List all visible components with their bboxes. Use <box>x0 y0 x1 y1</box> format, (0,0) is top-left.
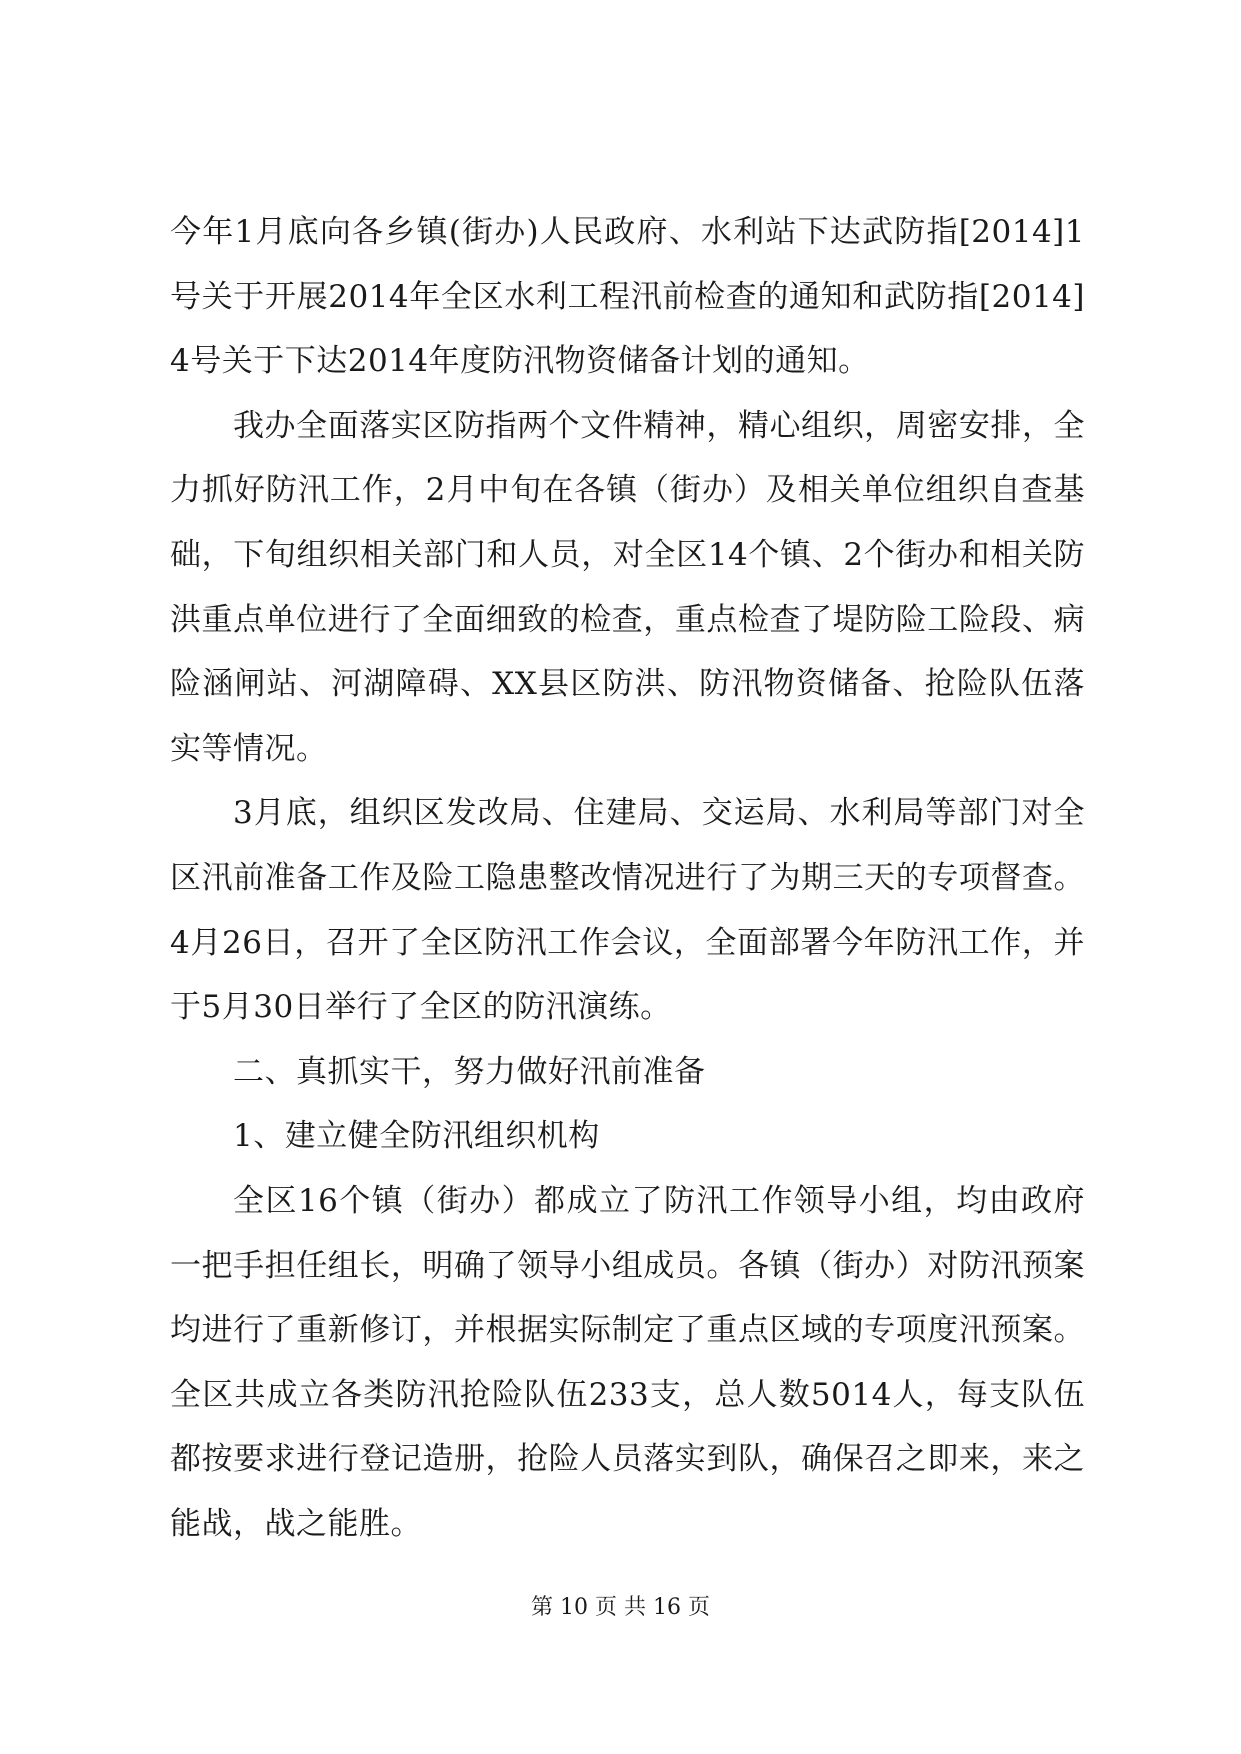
document-body <box>170 200 1085 1556</box>
paragraph-organization: 全区16个镇（街办）都成立了防汛工作领导小组，均由政府一把手担任组长，明确了领导小组成员。各镇（街办）对防汛预案均进行了重新修订，并根据实际制定了重点区域的专项度汛预案。全区共成立各类防汛抢险队伍233支，总人数5014人，每支队伍都按要求进行登记造册，抢险人员落实到队，确保召之即来，来之能战，战之能胜。 <box>170 1182 1085 1542</box>
paragraph-inspection: 我办全面落实区防指两个文件精神，精心组织，周密安排，全力抓好防汛工作，2月中旬在各镇（街办）及相关单位组织自查基础，下旬组织相关部门和人员，对全区14个镇、2个街办和相关防洪重点单位进行了全面细致的检查，重点检查了堤防险工险段、病险涵闸站、河湖障碍、XX县区防洪、防汛物资储备、抢险队伍落实等情况。 <box>170 407 1085 767</box>
paragraph-continuation: 今年1月底向各乡镇(街办)人民政府、水利站下达武防指[2014]1号关于开展2014年全区水利工程汛前检查的通知和武防指[2014]4号关于下达2014年度防汛物资储备计划的通知。 <box>170 214 1085 380</box>
subsection-heading: 1、建立健全防汛组织机构 <box>233 1118 600 1155</box>
page-number-footer: 第 10 页 共 16 页 <box>531 1595 710 1620</box>
paragraph-supervision: 3月底，组织区发改局、住建局、交运局、水利局等部门对全区汛前准备工作及险工隐患整改情况进行了为期三天的专项督查。4月26日，召开了全区防汛工作会议，全面部署今年防汛工作，并于5月30日举行了全区的防汛演练。 <box>170 795 1085 1026</box>
section-heading: 二、真抓实干，努力做好汛前准备 <box>233 1053 706 1090</box>
